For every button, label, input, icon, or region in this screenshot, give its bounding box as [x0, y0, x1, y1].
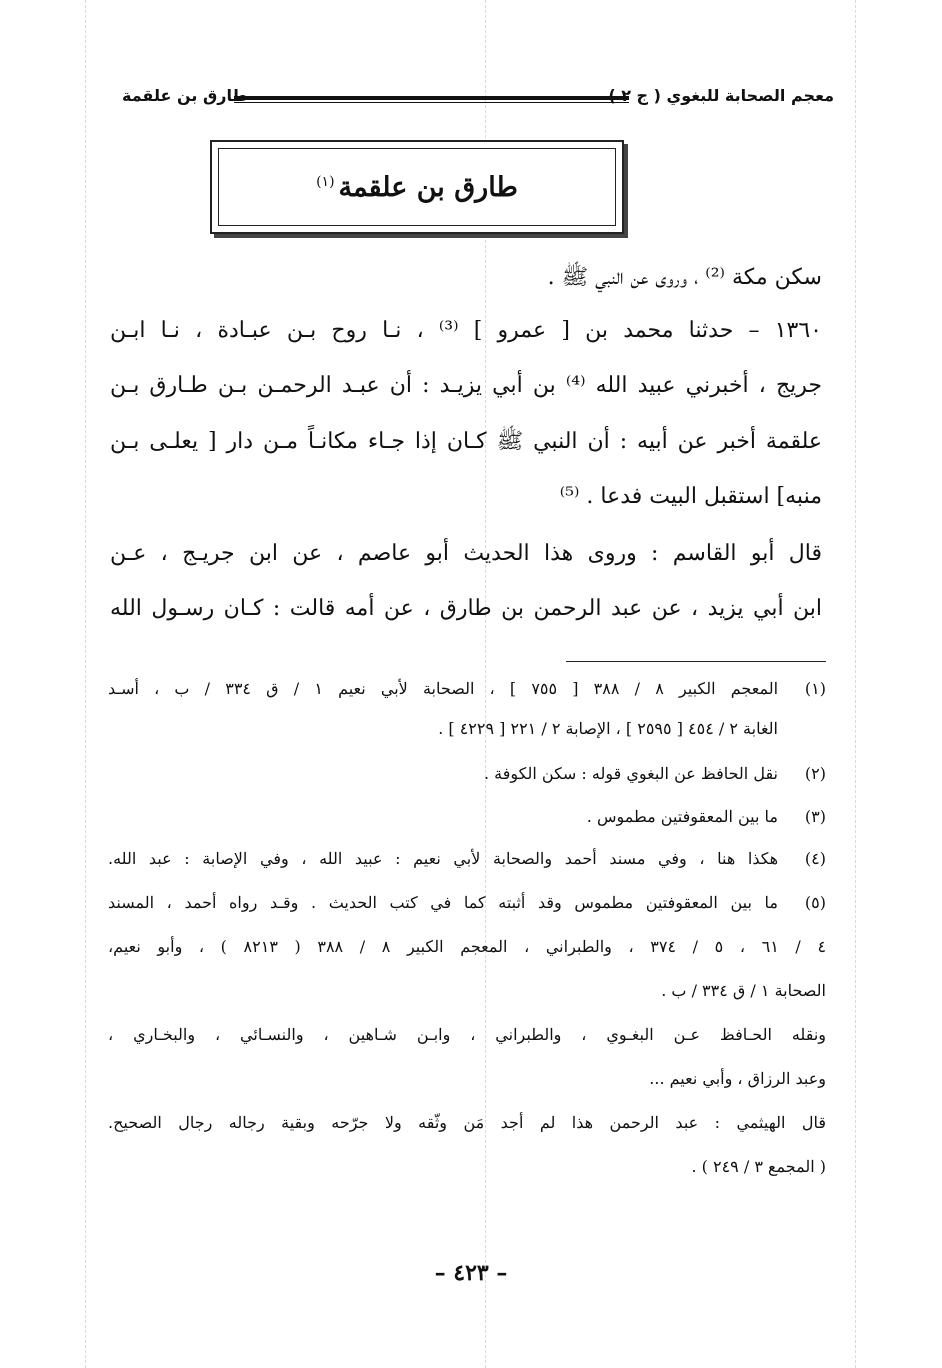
footnote-text: قال الهيثمي : عبد الرحمن هذا لم أجد مَن وثّقه ولا جرّحه وبقية رجاله رجال الصحيح. — [108, 1113, 826, 1132]
footnote-number: (٤) — [804, 849, 826, 868]
main-text — [110, 258, 822, 638]
footnote-text: الغابة ٢ / ٤٥٤ [ ٢٥٩٥ ] ، الإصابة ٢ / ٢٢١ [ ٤٢٢٩ ] . — [438, 719, 778, 738]
body-line: ابن أبي يزيد ، عن عبد الرحمن بن طارق ، عن أمه قالت : كـان رسـول الله — [110, 596, 822, 621]
footnote-text: ما بين المعقوفتين مطموس وقد أثبته كما في كتب الحديث . وقـد رواه أحمد ، المسند — [108, 893, 778, 912]
footnote-number: (٣) — [804, 807, 826, 826]
footnote-text: ٤ / ٦١ ، ٥ / ٣٧٤ ، والطبراني ، المعجم الكبير ٨ / ٣٨٨ ( ٨٢١٣ ) ، وأبو نعيم، — [108, 937, 827, 956]
footnote-line — [108, 844, 826, 874]
header-section-title: طارق بن علقمة — [122, 86, 248, 105]
chapter-title-footnote-mark: (١) — [316, 173, 335, 190]
footnote-line — [108, 759, 826, 789]
footnote-text: نقل الحافظ عن البغوي قوله : سكن الكوفة . — [483, 764, 778, 783]
footnote-line — [108, 1152, 826, 1182]
body-line: جريج ، أخبرني عبيد الله ⁽⁴⁾ بن أبي يزيـد : أن عبـد الرحمـن بـن طـارق بـن — [110, 373, 823, 398]
header-book-title: معجم الصحابة للبغوي ( ج ٢ ) — [608, 86, 834, 105]
footnote-line — [108, 932, 826, 962]
footnote-text: ( المجمع ٣ / ٢٤٩ ) . — [691, 1157, 826, 1176]
header-rule — [234, 96, 629, 100]
body-line: ١٣٦٠ – حدثنا محمد بن [ عمرو ] ⁽³⁾ ، نـا روح بـن عبـادة ، نـا ابـن — [110, 318, 822, 343]
footnote-line — [108, 1108, 826, 1138]
footnote-text: المعجم الكبير ٨ / ٣٨٨ [ ٧٥٥ ] ، الصحابة لأبي نعيم ١ / ق ٣٣٤ / ب ، أسـد — [108, 679, 779, 698]
footnote-line — [108, 1064, 826, 1094]
footnote-text: الصحابة ١ / ق ٣٣٤ / ب . — [661, 981, 826, 1000]
body-line: قال أبو القاسم : وروى هذا الحديث أبو عاصم ، عن ابن جريـج ، عـن — [110, 541, 822, 566]
footnotes — [108, 674, 826, 1194]
body-line: سكن مكة ⁽²⁾ ، وروى عن النبي ﷺ . — [547, 265, 822, 290]
scan-guide-line — [855, 0, 856, 1368]
footnote-number: (٢) — [804, 764, 826, 783]
body-line: منبه] استقبل البيت فدعا . ⁽⁵⁾ — [559, 484, 822, 509]
footnote-text: ونقله الحـافظ عـن البغـوي ، والطبراني ، وابـن شـاهين ، والنسـائي ، والبخـاري ، — [108, 1025, 827, 1044]
page-number: – ٤٢٣ – — [434, 1260, 508, 1286]
footnote-number: (١) — [804, 679, 826, 698]
chapter-title-text: طارق بن علقمة — [338, 171, 518, 203]
footnote-line — [108, 714, 826, 744]
footnote-line — [108, 888, 826, 918]
footnote-text: وعبد الرزاق ، وأبي نعيم ... — [649, 1069, 826, 1088]
footnote-text: هكذا هنا ، وفي مسند أحمد والصحابة لأبي نعيم : عبيد الله ، وفي الإصابة : عبد الله. — [108, 849, 778, 868]
footnote-line — [108, 1020, 826, 1050]
chapter-title-inner-frame — [218, 148, 616, 226]
footnote-line — [108, 802, 826, 832]
chapter-title — [316, 172, 518, 203]
scan-guide-line — [85, 0, 86, 1368]
footnote-line — [108, 674, 826, 704]
footnote-separator — [566, 661, 826, 662]
footnote-line — [108, 976, 826, 1006]
chapter-title-box — [210, 140, 624, 234]
body-line: علقمة أخبر عن أبيه : أن النبي ﷺ كـان إذا جـاء مكانـاً مـن دار [ يعلـى بـن — [110, 429, 822, 454]
header-rule-thin — [234, 102, 629, 103]
footnote-number: (٥) — [804, 893, 826, 912]
running-header — [122, 86, 834, 110]
footnote-text: ما بين المعقوفتين مطموس . — [586, 807, 778, 826]
